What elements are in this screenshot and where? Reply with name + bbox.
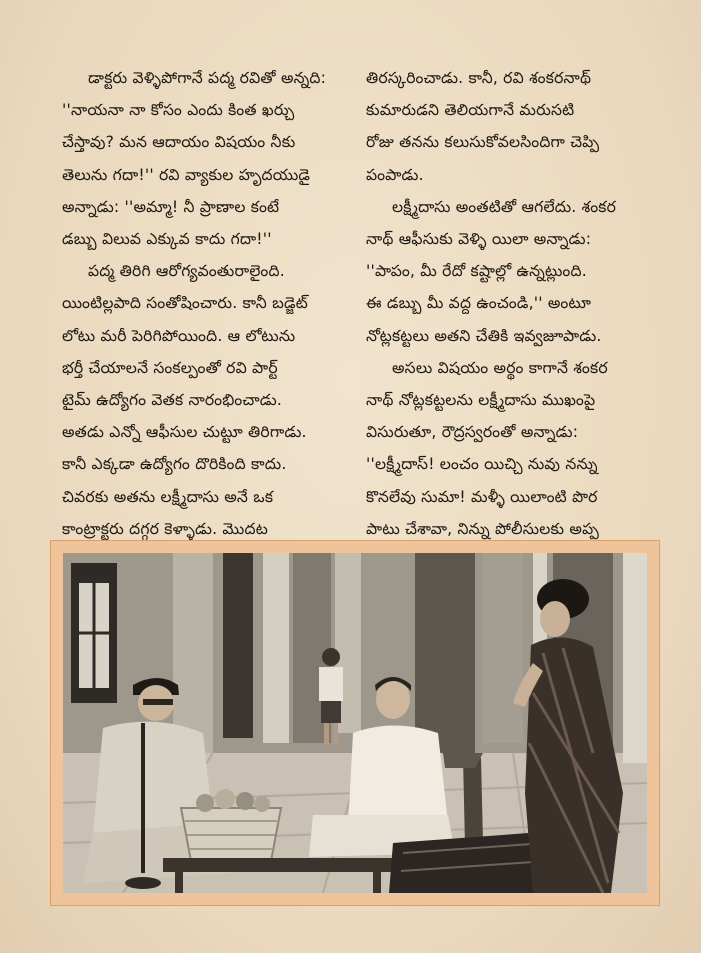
- text-line: కానీ ఎక్కడా ఉద్యోగం దొరికింది కాదు.: [62, 455, 287, 474]
- text-line: లోటు మరీ పెరిగిపోయింది. ఆ లోటును: [62, 326, 296, 345]
- text-line: ''పాపం, మీ రేదో కష్టాల్లో ఉన్నట్లుంది.: [366, 262, 587, 281]
- text-line: చివరకు అతను లక్ష్మీదాసు అనే ఒక: [62, 487, 274, 506]
- text-line: డబ్బు విలువ ఎక్కువ కాదు గదా!'': [62, 230, 272, 249]
- text-line: పాటు చేశావా, నిన్ను పోలీసులకు అప్ప: [366, 519, 600, 538]
- text-line: కాంట్రాక్టరు దగ్గర కెళ్ళాడు. మొదట: [62, 519, 268, 538]
- text-line: డాక్టరు వెళ్ళిపోగానే పద్మ రవితో అన్నది:: [88, 69, 327, 87]
- text-line: చేస్తావు? మన ఆదాయం విషయం నీకు: [62, 133, 296, 152]
- photo-frame: [50, 540, 660, 906]
- text-line: రోజు తనను కలుసుకోవలసిందిగా చెప్పి: [366, 133, 600, 152]
- text-line: నాథ్ ఆఫీసుకు వెళ్ళి యిలా అన్నాడు:: [366, 230, 592, 249]
- text-line: అసలు విషయం అర్థం కాగానే శంకర: [392, 358, 608, 377]
- paragraph-2: [62, 255, 358, 577]
- paragraph-1: [62, 62, 358, 255]
- text-line: అన్నాడు: ''అమ్మా! నీ ప్రాణాల కంటే: [62, 197, 280, 216]
- text-line: అతడు ఎన్నో ఆఫీసుల చుట్టూ తిరిగాడు.: [62, 423, 307, 442]
- text-line: పంపాడు.: [366, 165, 424, 184]
- text-line: నోట్లకట్టలు అతని చేతికి ఇవ్వజూపాడు.: [366, 326, 602, 345]
- film-still-illustration: [63, 553, 647, 893]
- text-line: నాథ్ నోట్లకట్టలను లక్ష్మీదాసు ముఖంపై: [366, 391, 596, 410]
- text-line: కొనలేవు సుమా! మళ్ళీ యిలాంటి పొర: [366, 487, 598, 506]
- text-line: లక్ష్మీదాసు అంతటితో ఆగలేదు. శంకర: [392, 197, 617, 216]
- right-text-column: [366, 62, 646, 577]
- text-line: టైమ్ ఉద్యోగం వెతక నారంభించాడు.: [62, 391, 283, 410]
- text-line: తిరస్కరించాడు. కానీ, రవి శంకరనాథ్: [366, 69, 592, 87]
- text-line: యింటిల్లపాది సంతోషించారు. కానీ బడ్జెట్: [62, 294, 308, 313]
- text-line: ఈ డబ్బు మీ వద్ద ఉంచండి,'' అంటూ: [366, 294, 592, 313]
- paragraph-4: [366, 191, 646, 352]
- text-line: పద్మ తిరిగి ఆరోగ్యవంతురాలైంది.: [88, 262, 285, 281]
- left-text-column: [62, 62, 358, 577]
- text-line: భర్తీ చేయాలనే సంకల్పంతో రవి పార్ట్: [62, 358, 278, 377]
- paragraph-3: [366, 62, 646, 191]
- text-line: ''లక్ష్మీదాస్! లంచం యిచ్చి నువు నన్ను: [366, 455, 598, 474]
- text-line: తెలును గదా!'' రవి వ్యాకుల హృదయుడై: [62, 165, 311, 184]
- text-line: విసురుతూ, రౌద్రస్వరంతో అన్నాడు:: [366, 423, 579, 442]
- text-line: కుమారుడని తెలియగానే మరుసటి: [366, 101, 575, 120]
- film-still-photo: [63, 553, 647, 893]
- text-line: ''నాయనా నా కోసం ఎందు కింత ఖర్చు: [62, 101, 295, 120]
